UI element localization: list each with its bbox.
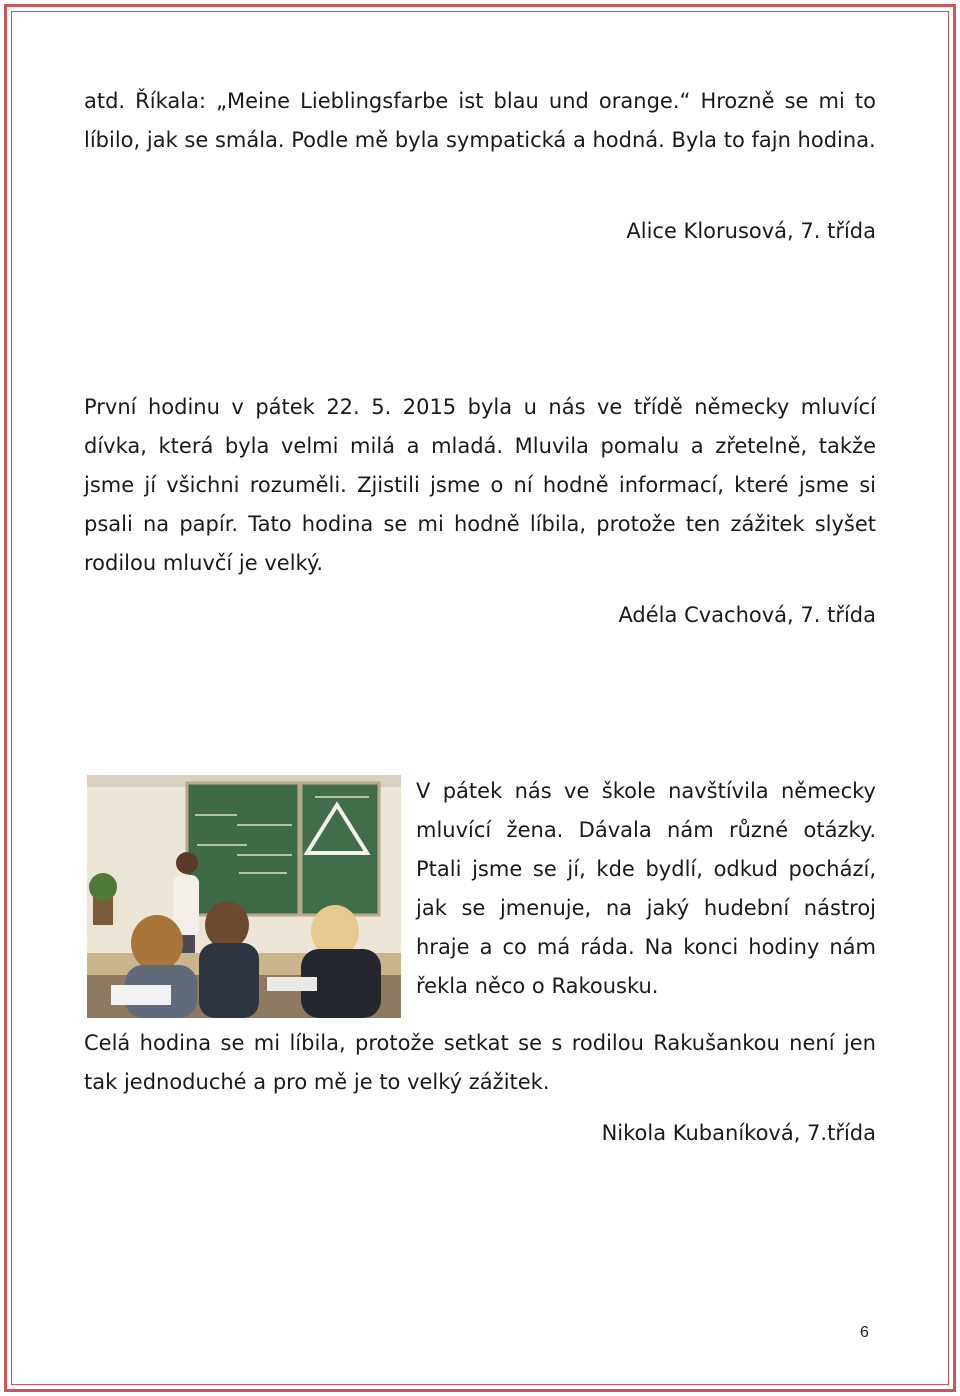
signature-alice: Alice Klorusová, 7. třída (626, 219, 876, 243)
page-number: 6 (860, 1324, 869, 1341)
paragraph-alice: atd. Říkala: „Meine Lieblingsfarbe ist blau und orange.“ Hrozně se mi to líbilo, jak se smála. Podle mě byla sympatická a hodná. Byla to fajn hodina. (84, 89, 876, 152)
signature-adela: Adéla Cvachová, 7. třída (618, 603, 876, 627)
page-border-inner (11, 11, 949, 1385)
paragraph-nikola-intro: V pátek nás ve škole navštívila německy mluvící žena. Dávala nám různé otázky. Ptali jsme se jí, kde bydlí, odkud pochází, jak se jmenuje, na jaký hudební nástroj hraje a co má ráda. Na konci hodiny nám řekla něco o Rakousku. (416, 779, 876, 998)
classroom-photo-illustration (87, 775, 401, 1018)
classroom-photo (87, 775, 401, 1018)
signature-nikola: Nikola Kubaníková, 7.třída (601, 1121, 876, 1145)
paragraph-adela: První hodinu v pátek 22. 5. 2015 byla u nás ve třídě německy mluvící dívka, která byla velmi milá a mladá. Mluvila pomalu a zřetelně, takže jsme jí všichni rozuměli. Zjistili jsme o ní hodně informací, které jsme si psali na papír. Tato hodina se mi hodně líbila, protože ten zážitek slyšet rodilou mluvčí je velký. (84, 395, 876, 575)
paragraph-nikola-conclusion: Celá hodina se mi líbila, protože setkat se s rodilou Rakušankou není jen tak jednoduché a pro mě je to velký zážitek. (84, 1031, 876, 1094)
